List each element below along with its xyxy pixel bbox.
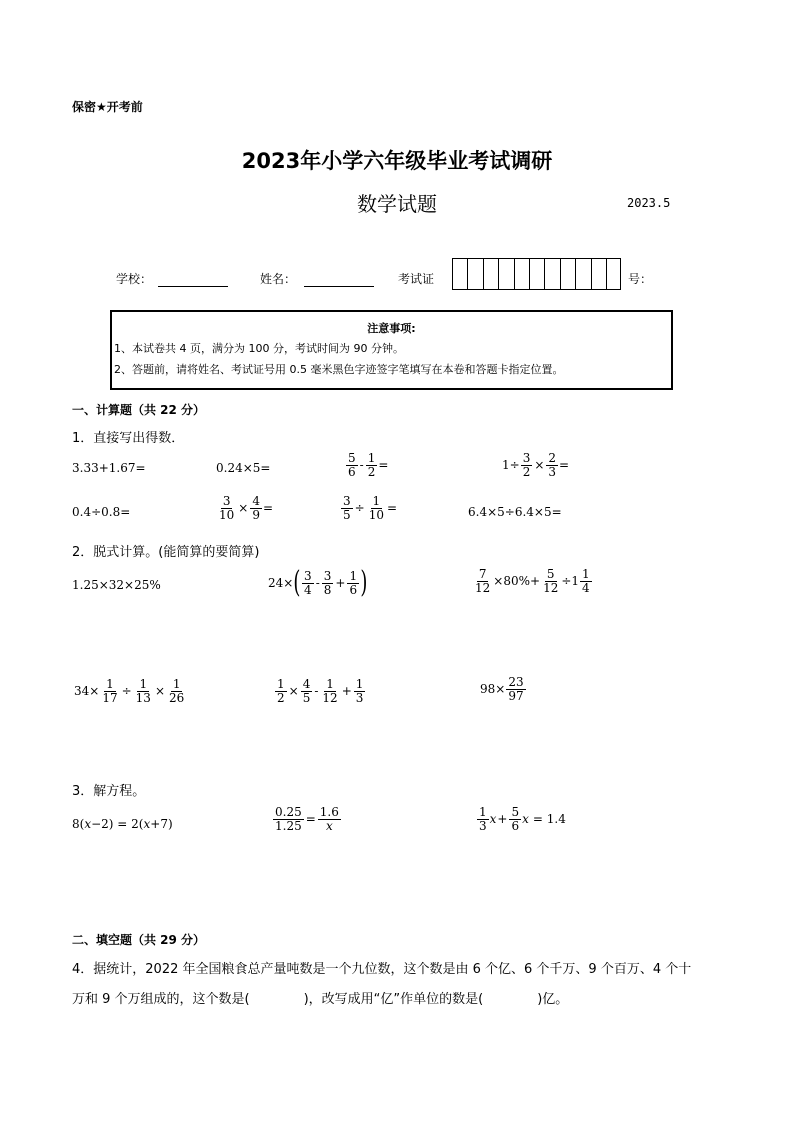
fraction: $\frac{1}{3}$: [479, 805, 487, 833]
q3-equation-2: $\frac{0.25}{1.25}$ = $\frac{1.6}{x}$: [275, 805, 339, 833]
section1-title: 一、计算题（共 22 分）: [72, 403, 206, 417]
exam-id-cell[interactable]: [452, 258, 467, 290]
fraction: $\frac{3}{8}$: [323, 568, 332, 597]
fraction: $\frac{1}{26}$: [169, 677, 185, 705]
q1-item-2-text: 0.24×5=: [216, 461, 271, 475]
fraction: $\frac{3}{2}$: [522, 451, 531, 479]
fraction: $\frac{5}{12}$: [543, 567, 559, 595]
q2-item-4: 34× $\frac{1}{17}$ ÷ $\frac{1}{13}$ × $\frac{1}{26}$: [74, 677, 185, 705]
q4-line-2: 万和 9 个万组成的，这个数是( )，改写成用“亿”作单位的数是( )亿。: [72, 992, 569, 1007]
q1-item-1: [72, 461, 146, 475]
name-label: 姓名：: [260, 272, 297, 286]
q1-item-7: $\frac{3}{5}$ ÷ $\frac{1}{10}$ =: [343, 494, 398, 522]
q2-item-3: $\frac{7}{12}$ ×80%+ $\frac{5}{12}$ ÷1 $\frac{1}{4}$: [475, 567, 590, 595]
notice-box: [110, 310, 673, 390]
name-field[interactable]: [304, 286, 374, 287]
fraction: $\frac{0.25}{1.25}$: [275, 805, 302, 833]
notice-line-2: 2、答题前，请将姓名、考试证号用 0.5 毫米黑色字迹签字笔填写在本卷和答题卡指定位置。: [114, 363, 564, 376]
fraction: $\frac{1}{2}$: [277, 677, 285, 705]
notice-line-1: 1、本试卷共 4 页，满分为 100 分，考试时间为 90 分钟。: [114, 342, 404, 355]
fraction: $\frac{2}{3}$: [548, 451, 557, 479]
q1-item-6: $\frac{3}{10}$ × $\frac{4}{9}$ =: [219, 494, 274, 522]
exam-id-label: 考试证: [398, 272, 435, 286]
number-label: 号：: [628, 272, 653, 286]
exam-id-cell[interactable]: [529, 258, 544, 290]
q2-item-2: 24× ( $\frac{3}{4}$ - $\frac{3}{8}$ + $\frac{1}{6}$ ): [268, 565, 368, 600]
q1-item-5: 0.4÷0.8=: [72, 505, 131, 519]
q3-label: 3．解方程。: [72, 784, 146, 799]
school-label: 学校：: [116, 272, 153, 286]
fraction: $\frac{1}{12}$: [322, 677, 338, 705]
exam-subtitle: 数学试题: [357, 192, 437, 216]
fraction: $\frac{1}{10}$: [368, 494, 384, 522]
q4-line-1: 4．据统计，2022 年全国粮食总产量吨数是一个九位数，这个数是由 6 个亿、6 个千万、9 个百万、4 个十: [72, 962, 692, 977]
q2-item-6: 98× $\frac{23}{97}$: [480, 675, 524, 703]
exam-date: 2023.5: [627, 196, 671, 210]
fraction: $\frac{23}{97}$: [508, 675, 524, 703]
exam-id-cell[interactable]: [498, 258, 513, 290]
fraction: $\frac{1}{6}$: [349, 568, 358, 597]
q1-item-4: 1÷ $\frac{3}{2}$ × $\frac{2}{3}$ =: [502, 451, 570, 479]
fraction: $\frac{4}{5}$: [302, 677, 311, 705]
q1-item-8: 6.4×5÷6.4×5=: [468, 505, 562, 519]
fraction: $\frac{3}{5}$: [343, 494, 351, 522]
exam-id-cell[interactable]: [575, 258, 590, 290]
q2-label: 2．脱式计算。(能简算的要简算): [72, 545, 260, 560]
q2-item-1: 1.25×32×25%: [72, 578, 161, 592]
exam-id-cell[interactable]: [483, 258, 498, 290]
q2-item-5: $\frac{1}{2}$ × $\frac{4}{5}$ - $\frac{1}{12}$ + $\frac{1}{3}$: [277, 677, 364, 705]
section2-title: 二、填空题（共 29 分）: [72, 933, 206, 947]
q3-equation-1: 8( x −2) = 2( x +7): [72, 817, 173, 831]
exam-id-boxes[interactable]: [452, 258, 621, 290]
exam-id-cell[interactable]: [544, 258, 559, 290]
q1-label: 1．直接写出得数．: [72, 431, 185, 446]
exam-id-cell[interactable]: [514, 258, 529, 290]
q1-item-3: $\frac{5}{6}$ - $\frac{1}{2}$ =: [348, 451, 389, 479]
q1-item-1-text: 3.33+1.67=: [72, 461, 146, 475]
exam-id-cell[interactable]: [591, 258, 606, 290]
fraction: $\frac{1}{13}$: [135, 677, 151, 705]
exam-title: 2023年小学六年级毕业考试调研: [241, 149, 553, 173]
fraction: $\frac{3}{10}$: [219, 494, 235, 522]
fraction: $\frac{5}{6}$: [511, 805, 520, 833]
fraction: $\frac{1}{4}$: [582, 567, 590, 595]
confidential-label: 保密★开考前: [72, 100, 143, 114]
fraction: $\frac{4}{9}$: [252, 494, 260, 522]
fraction: $\frac{1}{2}$: [367, 451, 376, 479]
fraction: $\frac{1}{17}$: [102, 677, 118, 705]
school-field[interactable]: [158, 286, 228, 287]
notice-title: 注意事项:: [367, 322, 416, 335]
fraction: $\frac{5}{6}$: [348, 451, 356, 479]
q1-item-2: [216, 461, 270, 475]
fraction: $\frac{7}{12}$: [475, 567, 491, 595]
exam-id-cell[interactable]: [560, 258, 575, 290]
fraction: $\frac{1.6}{x}$: [319, 805, 339, 833]
exam-id-cell[interactable]: [606, 258, 621, 290]
fraction: $\frac{3}{4}$: [304, 568, 312, 597]
fraction: $\frac{1}{3}$: [355, 677, 364, 705]
q3-equation-3: $\frac{1}{3}$ x + $\frac{5}{6}$ x = 1.4: [479, 805, 566, 833]
exam-id-cell[interactable]: [467, 258, 482, 290]
